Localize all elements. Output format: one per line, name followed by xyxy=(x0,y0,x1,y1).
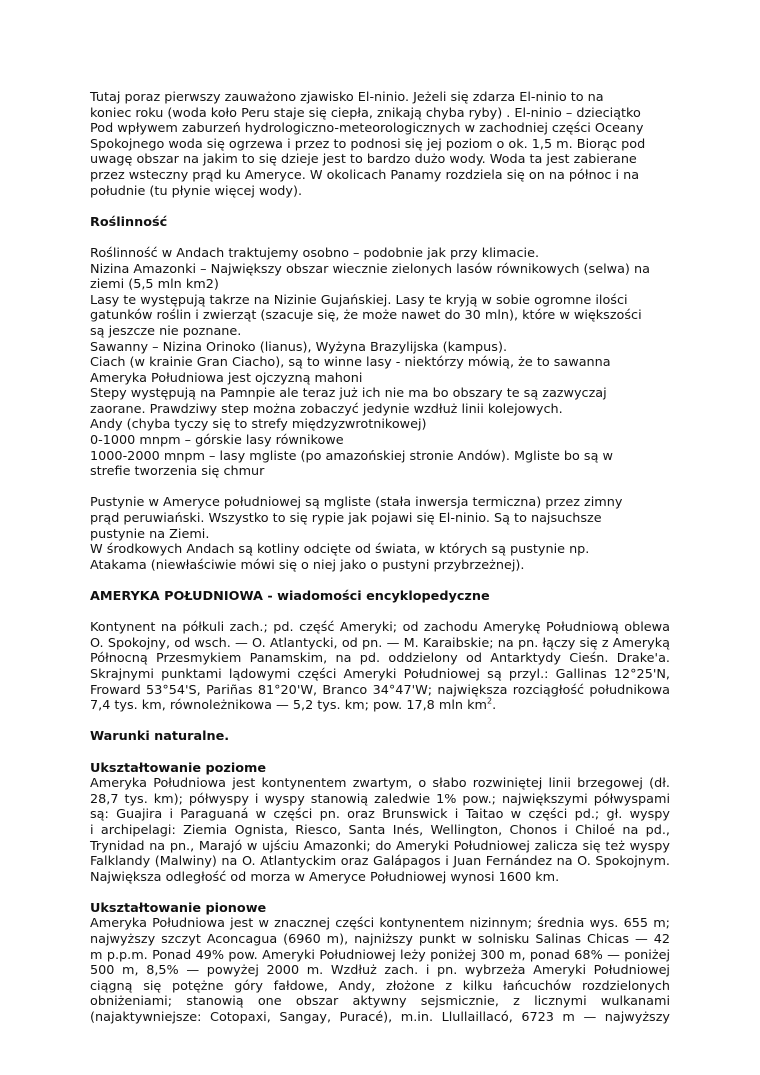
heading-warunki-naturalne: Warunki naturalne. xyxy=(90,729,230,745)
text-line xyxy=(90,698,670,714)
ameryka-paragraph xyxy=(90,620,670,714)
text-line: Pustynie w Ameryce południowej są mgliste (stała inwersja termiczna) przez zimny xyxy=(90,495,623,511)
text-line: ciągną się potężne góry fałdowe, Andy, złożone z kilku łańcuchów rozdzielonych xyxy=(90,978,670,994)
text-line: Stepy występują na Pamnpie ale teraz już ich nie ma bo obszary te są zazwyczaj xyxy=(90,386,607,402)
text-line: Północną Przesmykiem Panamskim, na pd. oddzielony od Antarktydy Cieśn. Drake'a. xyxy=(90,651,670,667)
text-line: 1000-2000 mnpm – lasy mgliste (po amazońskiej stronie Andów). Mgliste bo są w xyxy=(90,448,613,464)
text-line: są jeszcze nie poznane. xyxy=(90,323,242,339)
text-line: O. Spokojny, od wsch. — O. Atlantycki, od pn. — M. Karaibskie; na pn. łączy się z Ameryką xyxy=(90,635,670,651)
text-line: strefie tworzenia się chmur xyxy=(90,464,265,480)
text-line: koniec roku (woda koło Peru staje się ciepła, znikają chyba ryby) . El-ninio – dzieciątko xyxy=(90,105,641,121)
text-line: Tutaj poraz pierwszy zauważono zjawisko El-ninio. Jeżeli się zdarza El-ninio to na xyxy=(90,90,604,105)
text-line: prąd peruwiański. Wszystko to się rypie jak pojawi się El-ninio. Są to najsuchsze xyxy=(90,511,602,527)
text-line: Największa odległość od morza w Ameryce Południowej wynosi 1600 km. xyxy=(90,869,560,885)
text-line: Roślinność w Andach traktujemy osobno – podobnie jak przy klimacie. xyxy=(90,245,540,261)
pustynie-paragraph xyxy=(90,495,670,573)
intro-paragraph xyxy=(90,90,670,199)
text-line: gatunków roślin i zwierząt (szacuje się, że może nawet do 30 mln), które w większości xyxy=(90,308,642,324)
text-line: W środkowych Andach są kotliny odcięte od świata, w których są pustynie np. xyxy=(90,542,590,558)
period: . xyxy=(492,698,497,714)
poziome-paragraph xyxy=(90,776,670,885)
text-line: Spokojnego woda się ogrzewa i przez to podnosi się jej poziom o ok. 1,5 m. Biorąc pod xyxy=(90,136,646,152)
roslinnosc-paragraph xyxy=(90,246,670,480)
pionowe-paragraph xyxy=(90,916,670,1025)
text-line: Nizina Amazonki – Największy obszar wiecznie zielonych lasów równikowych (selwa) na xyxy=(90,261,650,277)
text-line: Ameryka Południowa jest w znacznej części kontynentem nizinnym; średnia wys. 655 m; xyxy=(90,916,670,932)
text-line: Falklandy (Malwiny) na O. Atlantyckim oraz Galápagos i Juan Fernández na O. Spokojnym. xyxy=(90,854,670,870)
text-line: zaorane. Prawdziwy step można zobaczyć jedynie wzdłuż linii kolejowych. xyxy=(90,401,563,417)
text-line: uwagę obszar na jakim to się dzieje jest to bardzo dużo wody. Woda ta jest zabierane xyxy=(90,152,637,168)
text-line: Ameryka Południowa jest ojczyzną mahoni xyxy=(90,370,363,386)
text-line: m p.p.m. Ponad 49% pow. Ameryki Południowej leży poniżej 300 m, ponad 68% — poniżej xyxy=(90,947,670,963)
text-line: Froward 53°54'S, Pariñas 81°20'W, Branco 34°47'W; największa rozciągłość południkowa xyxy=(90,682,670,698)
document-page xyxy=(90,90,670,1026)
text-line: Atakama (niewłaściwie mówi się o niej jako o pustyni przybrzeżnej). xyxy=(90,557,525,573)
text-line: Pod wpływem zaburzeń hydrologiczno-meteorologicznych w zachodniej części Oceany xyxy=(90,121,644,137)
text-line: Andy (chyba tyczy się to strefy międzyzwrotnikowej) xyxy=(90,417,427,433)
area-text: 7,4 tys. km, równoleżnikowa — 5,2 tys. km; pow. 17,8 mln km xyxy=(90,698,487,714)
text-line: obniżeniami; stanowią one obszar aktywny sejsmicznie, z licznymi wulkanami xyxy=(90,994,670,1010)
heading-uksztaltowanie-pionowe: Ukształtowanie pionowe xyxy=(90,900,267,916)
text-line: południe (tu płynie więcej wody). xyxy=(90,183,303,199)
text-line: przez wsteczny prąd ku Ameryce. W okolicach Panamy rozdziela się on na północ i na xyxy=(90,167,640,183)
text-line: Kontynent na półkuli zach.; pd. część Ameryki; od zachodu Amerykę Południową oblewa xyxy=(90,620,670,636)
text-line: 0-1000 mnpm – górskie lasy równikowe xyxy=(90,433,344,449)
text-line: pustynie na Ziemi. xyxy=(90,526,210,542)
text-line: Lasy te występują takrze na Nizinie Gujańskiej. Lasy te kryją w sobie ogromne ilości xyxy=(90,292,628,308)
heading-uksztaltowanie-poziome: Ukształtowanie poziome xyxy=(90,760,267,776)
superscript: 2 xyxy=(486,696,493,706)
text-line: najwyższy szczyt Aconcagua (6960 m), najniższy punkt w solnisku Salinas Chicas — 42 xyxy=(90,932,670,948)
text-line: Sawanny – Nizina Orinoko (lianus), Wyżyna Brazylijska (kampus). xyxy=(90,339,508,355)
text-line: Trynidad na pn., Marajó w ujściu Amazonki; do Ameryki Południowej zalicza się też wyspy xyxy=(90,838,670,854)
text-line: Ameryka Południowa jest kontynentem zwartym, o słabo rozwiniętej linii brzegowej (dł. xyxy=(90,776,670,792)
heading-roslinnosc: Roślinność xyxy=(90,214,168,230)
text-line: (najaktywniejsze: Cotopaxi, Sangay, Puracé), m.in. Llullaillacó, 6723 m — najwyższy xyxy=(90,1010,670,1026)
text-line: Skrajnymi punktami lądowymi części Ameryki Południowej są przyl.: Gallinas 12°25'N, xyxy=(90,666,670,682)
text-line: i archipelagi: Ziemia Ognista, Riesco, Santa Inés, Wellington, Chonos i Chiloé na pd., xyxy=(90,822,670,838)
text-line: Ciach (w krainie Gran Ciacho), są to winne lasy - niektórzy mówią, że to sawanna xyxy=(90,355,611,371)
text-line: ziemi (5,5 mln km2) xyxy=(90,277,219,293)
text-line: są: Guajira i Paraguaná w części pn. oraz Brunswick i Taitao w części pd.; gł. wyspy xyxy=(90,807,670,823)
text-line: 28,7 tys. km); półwyspy i wyspy stanowią zaledwie 1% pow.; największymi półwyspami xyxy=(90,791,670,807)
text-line: 500 m, 8,5% — powyżej 2000 m. Wzdłuż zach. i pn. wybrzeża Ameryki Południowej xyxy=(90,963,670,979)
heading-ameryka-poludniowa: AMERYKA POŁUDNIOWA - wiadomości encyklopedyczne xyxy=(90,589,490,604)
